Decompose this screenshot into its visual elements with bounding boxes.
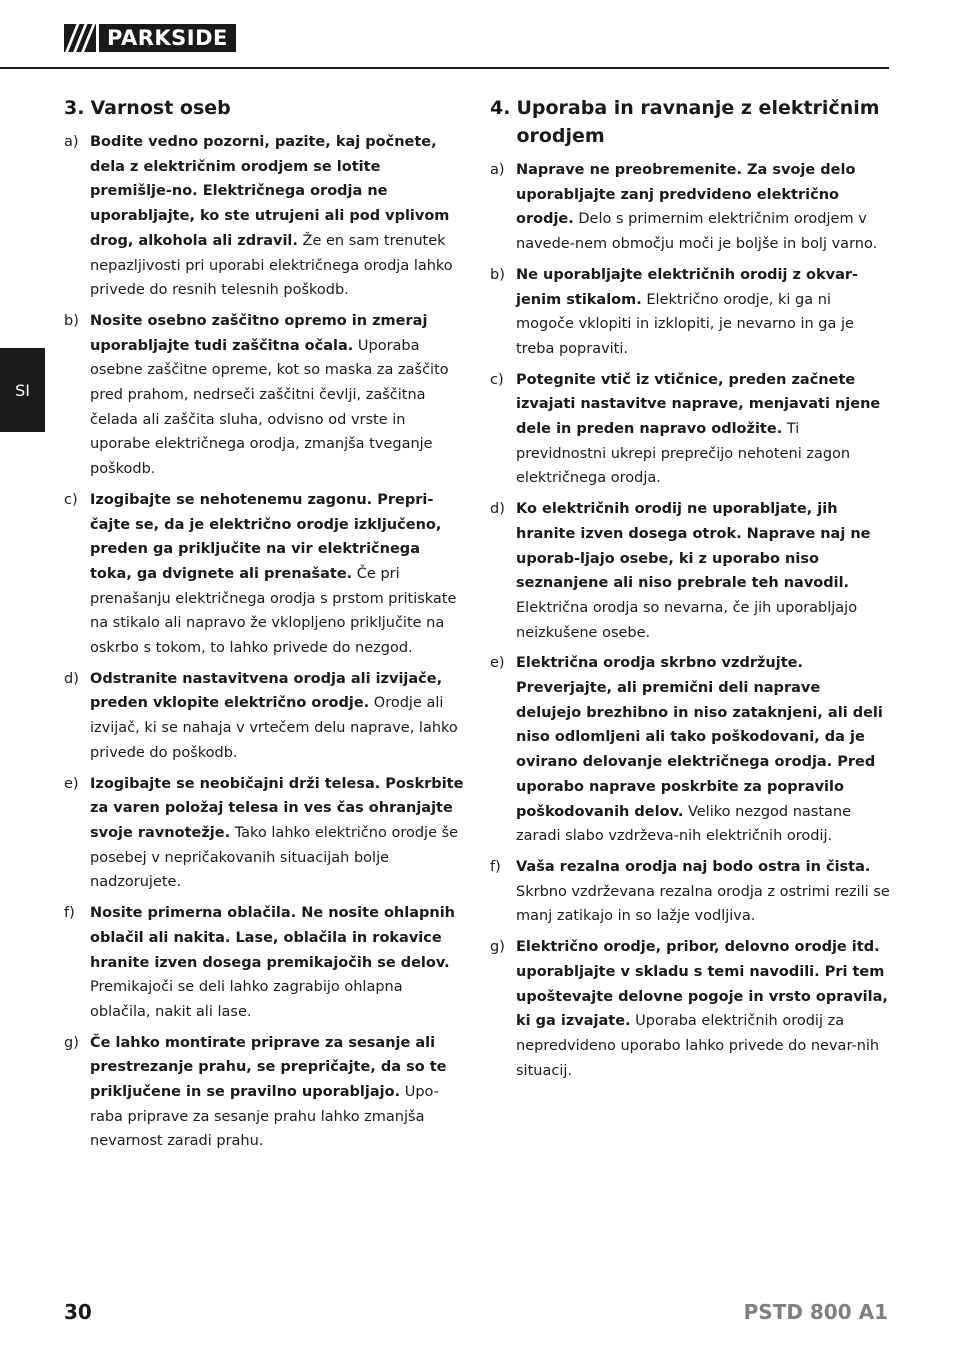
list-item [64, 130, 464, 303]
list-item [490, 935, 890, 1083]
item-instruction: Električna orodja skrbno vzdržujte. Preverjajte, ali premični deli naprave delujejo brezhibno in niso zataknjeni, ali deli niso odlomljeni ali tako poškodovani, da je ovirano delovanje električnega orodja. Pred uporabo naprave poskrbite za popravilo poškodovanih delov. [516, 655, 883, 820]
section-tool-use [490, 94, 890, 1089]
item-letter: c) [490, 371, 504, 388]
item-explanation: Ti previdnostni ukrepi preprečijo nehoteni zagon električnega orodja. [516, 421, 851, 487]
item-instruction: Naprave ne preobremenite. Za svoje delo uporabljajte zanj predvideno električno orodje. [516, 162, 856, 228]
item-text [516, 855, 890, 929]
item-text [90, 309, 464, 482]
item-explanation: Tako lahko električno orodje še posebej v nepričakovanih situacijah bolje nadzorujete. [90, 824, 459, 891]
section-number: 3. [64, 97, 85, 119]
item-letter: c) [64, 491, 78, 508]
item-text [516, 158, 890, 257]
page-number: 30 [64, 1300, 92, 1324]
section-title: Uporaba in ravnanje z električnim orodjem [516, 97, 880, 147]
item-explanation: Če pri prenašanju električnega orodja s prstom pritiskate na stikalo ali napravo že vklopljeno priključite na oskrbo s tokom, to lahko privede do nezgod. [90, 565, 457, 657]
item-instruction: Potegnite vtič iz vtičnice, preden začnete izvajati nastavitve naprave, menjavati njene dele in preden napravo odložite. [516, 371, 881, 438]
item-explanation: Upo-raba priprave za sesanje prahu lahko zmanjša nevarnost zaradi prahu. [90, 1084, 439, 1150]
item-instruction: Odstranite nastavitvena orodja ali izvijače, preden vklopite električno orodje. [90, 670, 443, 712]
list-item [490, 158, 890, 257]
item-text [90, 772, 464, 896]
item-explanation: Električna orodja so nevarna, če jih uporabljajo neizkušene osebe. [516, 599, 858, 641]
section-heading [490, 94, 890, 150]
item-text [516, 935, 890, 1083]
item-text [516, 263, 890, 362]
item-instruction: Nosite primerna oblačila. Ne nosite ohlapnih oblačil ali nakita. Lase, oblačila in rokavice hranite izven dosega premikajočih se delov. [90, 905, 455, 971]
item-instruction: Izogibajte se nehotenemu zagonu. Prepri-čajte se, da je električno orodje izključeno, preden ga priključite na vir električnega toka, ga dvignete ali prenašate. [90, 491, 442, 582]
section-heading [64, 94, 464, 122]
item-instruction: Vaša rezalna orodja naj bodo ostra in čista. [516, 858, 871, 875]
item-text [90, 488, 464, 661]
item-text [516, 651, 890, 849]
section-number: 4. [490, 97, 511, 119]
item-explanation: Premikajoči se deli lahko zagrabijo ohlapna oblačila, nakit ali lase. [90, 979, 403, 1020]
instruction-list [490, 158, 890, 1083]
item-text [90, 130, 464, 303]
list-item [64, 488, 464, 661]
item-text [90, 901, 464, 1025]
item-instruction: Če lahko montirate priprave za sesanje ali prestrezanje prahu, se prepričajte, da so te priključene in se pravilno uporabljajo. [90, 1034, 447, 1101]
item-instruction: Električno orodje, pribor, delovno orodje itd. uporabljajte v skladu s temi navodili. Pri tem upoštevajte delovne pogoje in vrsto opravila, ki ga izvajate. [516, 939, 888, 1030]
item-letter: a) [64, 134, 79, 150]
item-explanation: Uporaba električnih orodij za nepredvideno uporabo lahko privede do nevar-nih situacij. [516, 1013, 880, 1079]
list-item [64, 309, 464, 482]
item-explanation: Delo s primernim električnim orodjem v navede-nem območju moči je boljše in bolj varno. [516, 211, 878, 253]
item-text [90, 1031, 464, 1155]
list-item [64, 1031, 464, 1155]
item-letter: e) [64, 775, 79, 792]
item-letter: b) [490, 266, 505, 283]
item-explanation: Skrbno vzdrževana rezalna orodja z ostrimi rezili se manj zatikajo in so lažje vodljiva. [516, 883, 890, 925]
language-tab: SI [0, 348, 45, 432]
item-instruction: Bodite vedno pozorni, pazite, kaj počnete, dela z električnim orodjem se lotite premišlje-no. Električnega orodja ne uporabljajte, ko ste utrujeni ali pod vplivom drog, alkohola ali zdravil. [90, 134, 450, 249]
item-letter: d) [64, 670, 79, 687]
list-item [64, 901, 464, 1025]
item-letter: b) [64, 312, 79, 329]
list-item [64, 772, 464, 896]
item-letter: a) [490, 162, 505, 178]
item-letter: e) [490, 655, 505, 672]
item-letter: f) [64, 905, 75, 922]
list-item [64, 667, 464, 766]
header-divider [0, 67, 889, 69]
list-item [490, 263, 890, 362]
item-explanation: Električno orodje, ki ga ni mogoče vklopiti in izklopiti, je nevarno in ga je treba popraviti. [516, 291, 854, 357]
item-instruction: Ne uporabljajte električnih orodij z okvar-jenim stikalom. [516, 266, 859, 308]
instruction-list [64, 130, 464, 1154]
item-explanation: Orodje ali izvijač, ki se nahaja v vrtečem delu naprave, lahko privede do poškodb. [90, 695, 458, 761]
section-title: Varnost oseb [90, 97, 231, 119]
item-letter: d) [490, 501, 505, 518]
list-item [490, 368, 890, 492]
item-explanation: Uporaba osebne zaščitne opreme, kot so maska za zaščito pred prahom, nedrseči zaščitni čevlji, zaščitna čelada ali zaščita sluha, odvisno od vrste in uporabe električnega orodja, zmanjša tveganje poškodb. [90, 337, 449, 478]
item-explanation: Že en sam trenutek nepazljivosti pri uporabi električnega orodja lahko privede do resnih telesnih poškodb. [90, 232, 453, 299]
item-text [516, 497, 890, 645]
parkside-logo [64, 24, 236, 52]
list-item [490, 497, 890, 645]
item-explanation: Veliko nezgod nastane zaradi slabo vzdrževa-nih električnih orodij. [516, 803, 852, 845]
item-text [90, 667, 464, 766]
item-text [516, 368, 890, 492]
item-letter: g) [490, 939, 505, 956]
item-letter: f) [490, 858, 501, 875]
logo-slashes-icon [64, 24, 96, 52]
item-instruction: Izogibajte se neobičajni drži telesa. Poskrbite za varen položaj telesa in ves čas ohranjajte svoje ravnotežje. [90, 775, 464, 841]
section-personal-safety [64, 94, 464, 1160]
item-instruction: Nosite osebno zaščitno opremo in zmeraj uporabljajte tudi zaščitna očala. [90, 312, 428, 354]
model-number: PSTD 800 A1 [743, 1300, 888, 1324]
list-item [490, 651, 890, 849]
brand-name: PARKSIDE [99, 24, 236, 52]
item-instruction: Ko električnih orodij ne uporabljate, jih hranite izven dosega otrok. Naprave naj ne uporab-ljajo osebe, ki z uporabo niso seznanjene ali niso prebrale teh navodil. [516, 501, 871, 592]
item-letter: g) [64, 1034, 79, 1051]
list-item [490, 855, 890, 929]
